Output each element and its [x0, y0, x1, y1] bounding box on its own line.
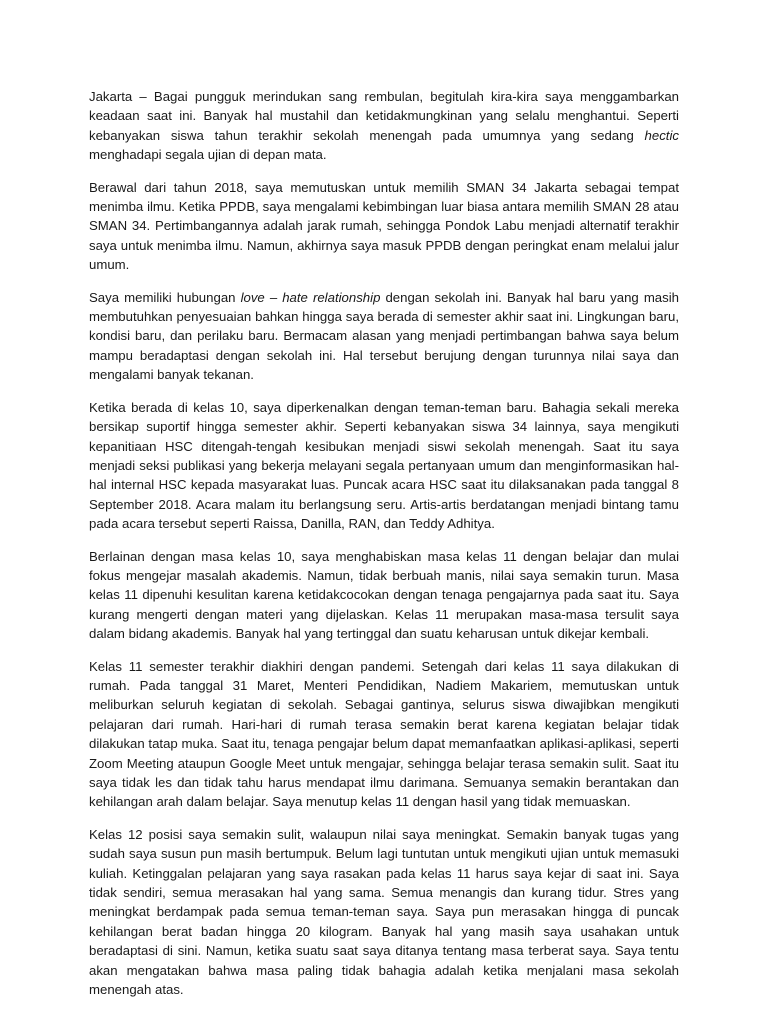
paragraph-text: Ketika berada di kelas 10, saya diperkenalkan dengan teman-teman baru. Bahagia sekali mereka bersikap suportif hingga semester akhir. Seperti kebanyakan siswa 34 lainnya, saya mengikuti kepanitiaan HSC ditengah-tengah kesibukan menjadi siswi sekolah menengah. Saat itu saya menjadi seksi publikasi yang bekerja melayani segala pertanyaan umum dan menginformasikan hal-hal internal HSC kepada masyarakat luas. Puncak acara HSC saat itu dilaksanakan pada tanggal 8 September 2018. Acara malam itu berlangsung seru. Artis-artis berdatangan menjadi bintang tamu pada acara tersebut seperti Raissa, Danilla, RAN, dan Teddy Adhitya. [89, 399, 679, 532]
italic-term: hectic [644, 127, 679, 143]
paragraph-text: dengan sekolah ini. Banyak hal baru yang masih membutuhkan penyesuaian bahkan hingga saya berada di semester akhir saat ini. Lingkungan baru, kondisi baru, dan perilaku baru. Bermacam alasan yang menjadi pertimbangan bahwa saya belum mampu beradaptasi dengan sekolah ini. Hal tersebut berujung dengan turunnya nilai saya dan mengalami banyak tekanan. [89, 289, 680, 383]
paragraph-text: Berawal dari tahun 2018, saya memutuskan untuk memilih SMAN 34 Jakarta sebagai tempat menimba ilmu. Ketika PPDB, saya mengalami kebimbingan luar biasa antara memilih SMAN 28 atau SMAN 34. Pertimbangannya adalah jarak rumah, sehingga Pondok Labu menjadi alternatif terakhir saya untuk menimba ilmu. Namun, akhirnya saya masuk PPDB dengan peringkat enam melalui jalur umum. [89, 179, 679, 273]
paragraph-text: Jakarta – Bagai pungguk merindukan sang rembulan, begitulah kira-kira saya menggambarkan keadaan saat ini. Banyak hal mustahil dan ketidakmungkinan yang selalu menghantui. Seperti kebanyakan siswa tahun terakhir sekolah menengah pada umumnya yang sedang [89, 89, 679, 143]
paragraph-grade-11 [89, 547, 679, 644]
paragraph-intro [89, 87, 679, 165]
paragraph-grade-12 [89, 825, 679, 1000]
paragraph-text: menghadapi segala ujian di depan mata. [89, 147, 327, 163]
paragraph-school-choice [89, 178, 679, 275]
paragraph-text: Kelas 11 semester terakhir diakhiri dengan pandemi. Setengah dari kelas 11 saya dilakukan di rumah. Pada tanggal 31 Maret, Menteri Pendidikan, Nadiem Makariem, memutuskan untuk meliburkan seluruh kegiatan di sekolah. Sebagai gantinya, selurus siswa diwajibkan mengikuti pelajaran dari rumah. Hari-hari di rumah terasa semakin berat karena kegiatan belajar tidak dilakukan tatap muka. Saat itu, tenaga pengajar belum dapat memanfaatkan aplikasi-aplikasi, seperti Zoom Meeting ataupun Google Meet untuk mengajar, sehingga belajar terasa semakin sulit. Saat itu saya tidak les dan tidak tahu harus mendapat ilmu darimana. Semuanya semakin berantakan dan kehilangan arah dalam belajar. Saya menutup kelas 11 dengan hasil yang tidak memuaskan. [89, 658, 679, 810]
paragraph-text: Berlainan dengan masa kelas 10, saya menghabiskan masa kelas 11 dengan belajar dan mulai fokus mengejar masalah akademis. Namun, tidak berbuah manis, nilai saya semakin turun. Masa kelas 11 dipenuhi kesulitan karena ketidakcocokan dengan tenaga pengajarnya pada saat itu. Saya kurang mengerti dengan materi yang dijelaskan. Kelas 11 merupakan masa-masa tersulit saya dalam bidang akademis. Banyak hal yang tertinggal dan suatu keharusan untuk dikejar kembali. [89, 548, 679, 642]
paragraph-text: Kelas 12 posisi saya semakin sulit, walaupun nilai saya meningkat. Semakin banyak tugas yang sudah saya susun pun masih bertumpuk. Belum lagi tuntutan untuk mengikuti ujian untuk memasuki kuliah. Ketinggalan pelajaran yang saya rasakan pada kelas 11 harus saya kejar di saat ini. Saya tidak sendiri, semua merasakan hal yang sama. Semua menangis dan kurang tidur. Stres yang meningkat berdampak pada semua teman-teman saya. Saya pun merasakan hingga di puncak kehilangan berat badan hingga 20 kilogram. Banyak hal yang masih saya usahakan untuk beradaptasi di sini. Namun, ketika suatu saat saya ditanya tentang masa terberat saya. Saya tentu akan mengatakan bahwa masa paling tidak bahagia adalah ketika menjalani masa sekolah menengah atas. [89, 826, 679, 998]
paragraph-grade-10 [89, 398, 679, 534]
paragraph-relationship [89, 288, 679, 385]
paragraph-text: Saya memiliki hubungan [89, 289, 241, 305]
italic-term: love – hate relationship [240, 289, 381, 305]
paragraph-pandemic [89, 657, 679, 812]
document-page [89, 87, 679, 1012]
